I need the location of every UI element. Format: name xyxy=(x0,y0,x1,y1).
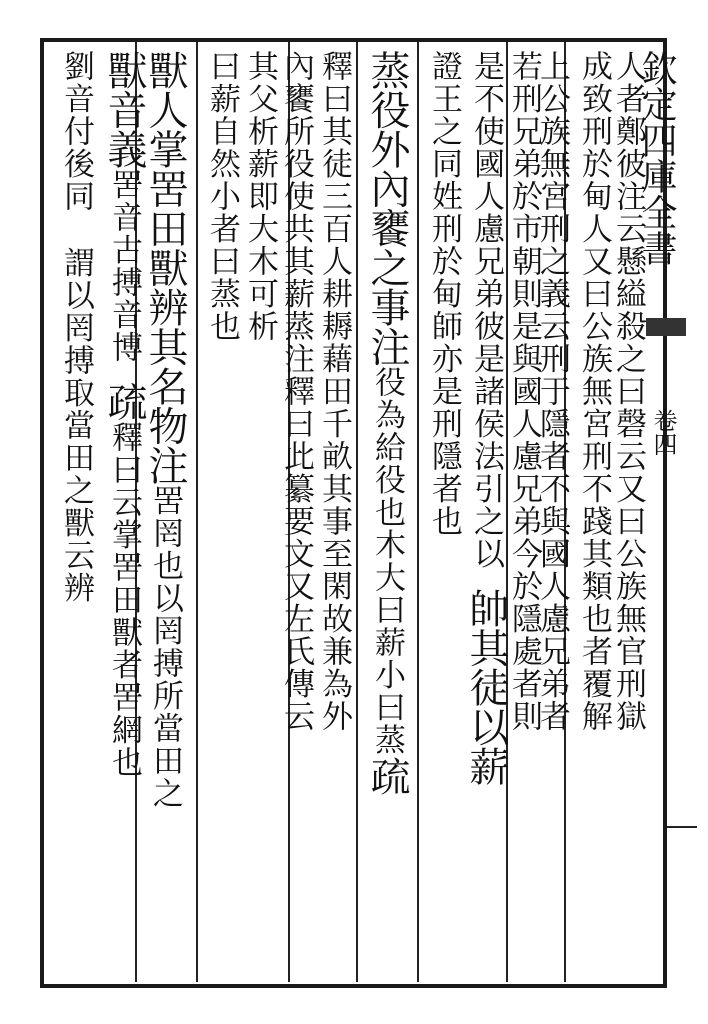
annotation-text: 釋曰其徒三百人耕耨藉田千畝其事至閑故兼為外 xyxy=(316,50,352,733)
annotation-text: 役為給役也木大曰薪小曰蒸 xyxy=(369,366,405,756)
text-column xyxy=(242,50,278,343)
annotation-text: 罟音古搏音博 xyxy=(106,168,142,364)
text-column xyxy=(364,50,410,796)
text-column xyxy=(204,50,240,343)
annotation-text: 人者鄭彼注云懸縊殺之曰磬云又曰公族無官刑獄 xyxy=(610,50,646,733)
column-rule xyxy=(196,42,198,982)
book-title: 欽定四庫全書 xyxy=(636,50,677,266)
annotation-text: 其父析薪即大木可析 xyxy=(242,50,278,343)
text-column xyxy=(58,50,94,604)
text-column xyxy=(463,50,509,786)
annotation-text: 內饔所役使共其薪蒸注釋曰此纂要文又左氏傳云 xyxy=(278,50,314,733)
main-text: 疏 xyxy=(101,381,147,421)
annotation-text: 上公族無宮刑之義云刑于隱者不與國人慮兄弟者 xyxy=(534,50,570,733)
annotation-text: 若刑兄弟於市朝則是與國人慮兄弟今於隱處者則 xyxy=(506,50,542,733)
annotation-text: 曰薪自然小者曰蒸也 xyxy=(204,50,240,343)
annotation-text: 釋曰云掌罟田獸者罟網也 xyxy=(106,421,142,779)
text-column xyxy=(278,50,314,733)
main-text: 注 xyxy=(364,326,410,366)
column-rule xyxy=(417,42,419,982)
main-text: 帥其徒以薪 xyxy=(463,588,509,786)
annotation-text: 是不使國人慮兄弟彼是諸侯法引之以 xyxy=(468,50,504,570)
annotation-text: 罟罔也以罔搏所當田之 xyxy=(147,484,183,810)
main-text: 蒸役外內饔之事 xyxy=(364,50,410,327)
text-column xyxy=(101,50,147,779)
text-column xyxy=(426,50,462,538)
annotation-text: 謂以罔搏取當田之獸云辨 xyxy=(58,246,94,604)
text-column xyxy=(506,50,542,733)
text-column xyxy=(142,50,188,810)
margin-tick xyxy=(667,826,697,828)
volume-label: 卷四 xyxy=(649,408,677,456)
main-text: 疏 xyxy=(364,756,410,796)
text-column xyxy=(576,50,612,733)
column-rule xyxy=(356,42,358,982)
annotation-text: 證王之同姓刑於甸師亦是刑隱者也 xyxy=(426,50,462,538)
annotation-text: 成致刑於甸人又曰公族無宮刑不踐其類也者覆解 xyxy=(576,50,612,733)
annotation-text: 劉音付後同 xyxy=(58,50,94,213)
main-text: 獸音義 xyxy=(101,50,147,169)
main-text: 注 xyxy=(142,445,188,485)
main-text: 獸人掌罟田獸辨其名物 xyxy=(142,50,188,445)
text-column xyxy=(610,50,646,733)
margin-notch xyxy=(646,318,686,336)
text-column xyxy=(316,50,352,733)
